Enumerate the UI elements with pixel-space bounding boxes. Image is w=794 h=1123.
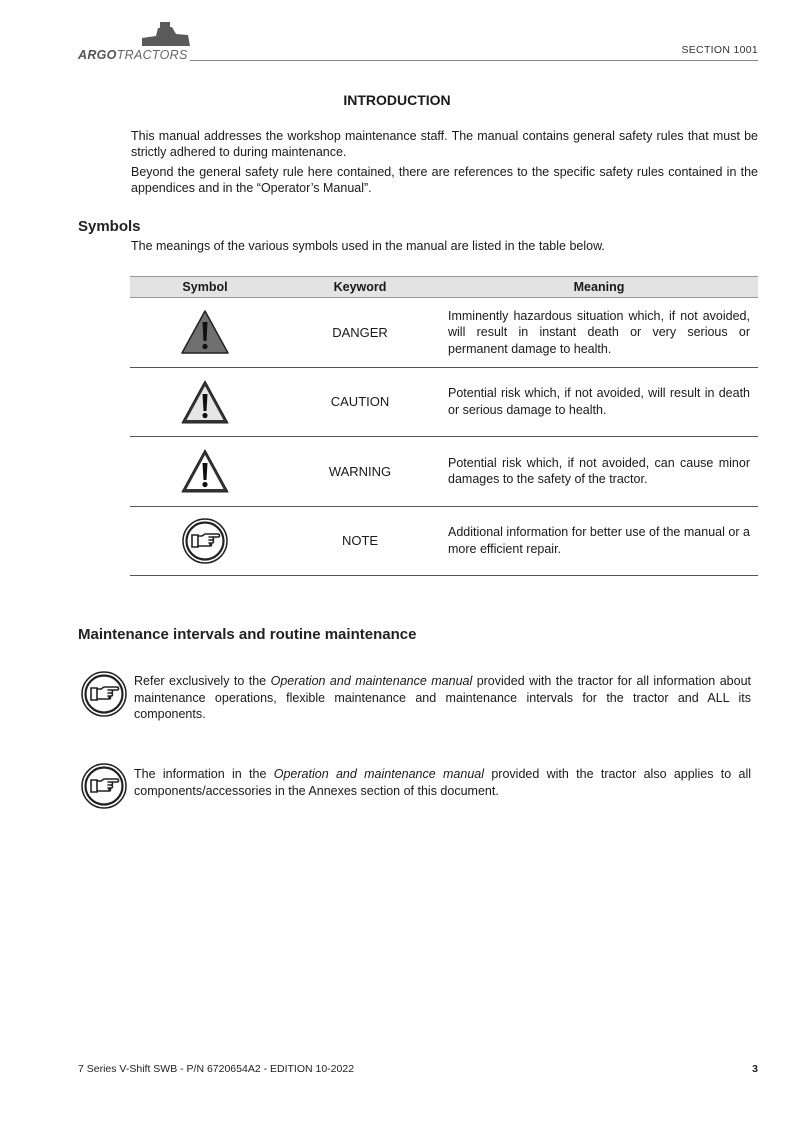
symbols-table-header: [130, 276, 758, 298]
note-hand-icon: [80, 670, 128, 718]
meaning-cell: Potential risk which, if not avoided, will result in death or serious damage to health.: [448, 386, 750, 417]
logo-tractors-text: TRACTORS: [116, 48, 188, 62]
symbols-heading: Symbols: [78, 218, 141, 235]
intro-paragraph-1: This manual addresses the workshop maintenance staff. The manual contains general safety rules that must be strictly adhered to during maintenance.: [131, 129, 758, 159]
argo-tractors-logo: [78, 22, 198, 64]
footer-document-info: 7 Series V-Shift SWB - P/N 6720654A2 - EDITION 10-2022: [78, 1063, 355, 1075]
column-header-meaning: Meaning: [573, 280, 625, 294]
maintenance-note-1-text: Refer exclusively to the Operation and maintenance manual provided with the tractor for all information about maintenance operations, flexible maintenance and maintenance intervals for the tractor and ALL its components.: [134, 674, 751, 721]
section-label: SECTION 1001: [681, 44, 758, 56]
logo-wordmark: [78, 48, 188, 62]
table-row: [130, 368, 758, 438]
page-title: INTRODUCTION: [343, 92, 451, 108]
table-row: [130, 298, 758, 368]
danger-triangle-icon: [180, 309, 230, 355]
logo-argo-text: ARGO: [78, 48, 117, 62]
maintenance-note-2-text: The information in the Operation and maintenance manual provided with the tractor also applies to all components/accessories in the Annexes section of this document.: [134, 767, 752, 798]
note-hand-icon: [181, 517, 229, 565]
note-hand-icon: [80, 762, 128, 810]
symbols-intro: The meanings of the various symbols used in the manual are listed in the table below.: [131, 239, 605, 253]
table-row: [130, 507, 758, 577]
warning-triangle-icon: [180, 448, 230, 494]
meaning-cell: Imminently hazardous situation which, if not avoided, will result in instant death or very serious or permanent damage to health.: [448, 308, 750, 356]
symbols-table: [130, 276, 758, 576]
header-divider: [190, 60, 758, 61]
keyword-cell: WARNING: [328, 463, 392, 479]
column-header-keyword: Keyword: [333, 280, 387, 294]
page-number: 3: [752, 1063, 758, 1075]
meaning-cell: Additional information for better use of the manual or a more efficient repair.: [448, 525, 750, 556]
meaning-cell: Potential risk which, if not avoided, can cause minor damages to the safety of the tractor.: [448, 455, 750, 487]
caution-triangle-icon: [180, 379, 230, 425]
intro-paragraph-2: Beyond the general safety rule here contained, there are references to the specific safety rules contained in the appendices and in the “Operator’s Manual”.: [131, 165, 758, 195]
keyword-cell: DANGER: [332, 324, 388, 340]
tractor-logo-icon: [136, 22, 196, 48]
column-header-symbol: Symbol: [182, 280, 228, 294]
maintenance-heading: Maintenance intervals and routine maintenance: [78, 626, 417, 643]
keyword-cell: NOTE: [341, 533, 379, 549]
keyword-cell: CAUTION: [330, 394, 390, 410]
table-row: [130, 437, 758, 507]
